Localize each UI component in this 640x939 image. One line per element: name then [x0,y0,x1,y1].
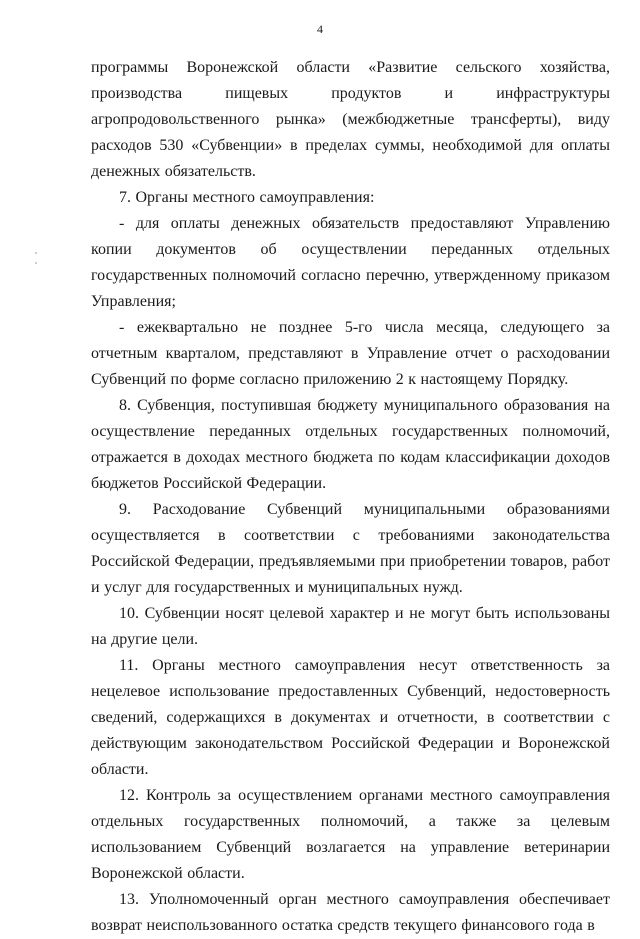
paragraph-13: 13. Уполномоченный орган местного самоуправления обеспечивает возврат неиспользованного остатка средств текущего финансового года в [91,891,610,934]
paragraph-program-continuation: программы Воронежской области «Развитие сельского хозяйства, производства пищевых продуктов и инфраструктуры агропродовольственного рынка» (межбюджетные трансферты), виду расходов 530 «Субвенции» в пределах суммы, необходимой для оплаты денежных обязательств. [91,59,610,180]
scan-speck [35,262,37,264]
paragraph-9: 9. Расходование Субвенций муниципальными образованиями осуществляется в соответствии с требованиями законодательства Российской Федерации, предъявляемыми при приобретении товаров, работ и услуг для государственных и муниципальных нужд. [91,501,610,596]
paragraph-11: 11. Органы местного самоуправления несут ответственность за нецелевое использование предоставленных Субвенций, недостоверность сведений, содержащихся в документах и отчетности, в соответствии с действующим законодательством Российской Федерации и Воронежской области. [91,657,610,778]
paragraph-7-item-copies: - для оплаты денежных обязательств предоставляют Управлению копии документов об осуществлении переданных отдельных государственных полномочий согласно перечню, утвержденному приказом Управления; [91,215,610,310]
paragraph-10: 10. Субвенции носят целевой характер и не могут быть использованы на другие цели. [91,605,610,648]
paragraph-7-item-quarterly-report: - ежеквартально не позднее 5-го числа месяца, следующего за отчетным кварталом, представляют в Управление отчет о расходовании Субвенций по форме согласно приложению 2 к настоящему Порядку. [91,319,610,388]
paragraph-12: 12. Контроль за осуществлением органами местного самоуправления отдельных государственных полномочий, а также за целевым использованием Субвенций возлагается на управление ветеринарии Воронежской области. [91,787,610,882]
scan-speck [35,252,37,254]
paragraph-8: 8. Субвенция, поступившая бюджету муниципального образования на осуществление переданных отдельных государственных полномочий, отражается в доходах местного бюджета по кодам классификации доходов бюджетов Российской Федерации. [91,397,610,492]
paragraph-7-heading: 7. Органы местного самоуправления: [119,189,375,206]
page-number: 4 [317,22,323,36]
document-body [91,55,610,939]
